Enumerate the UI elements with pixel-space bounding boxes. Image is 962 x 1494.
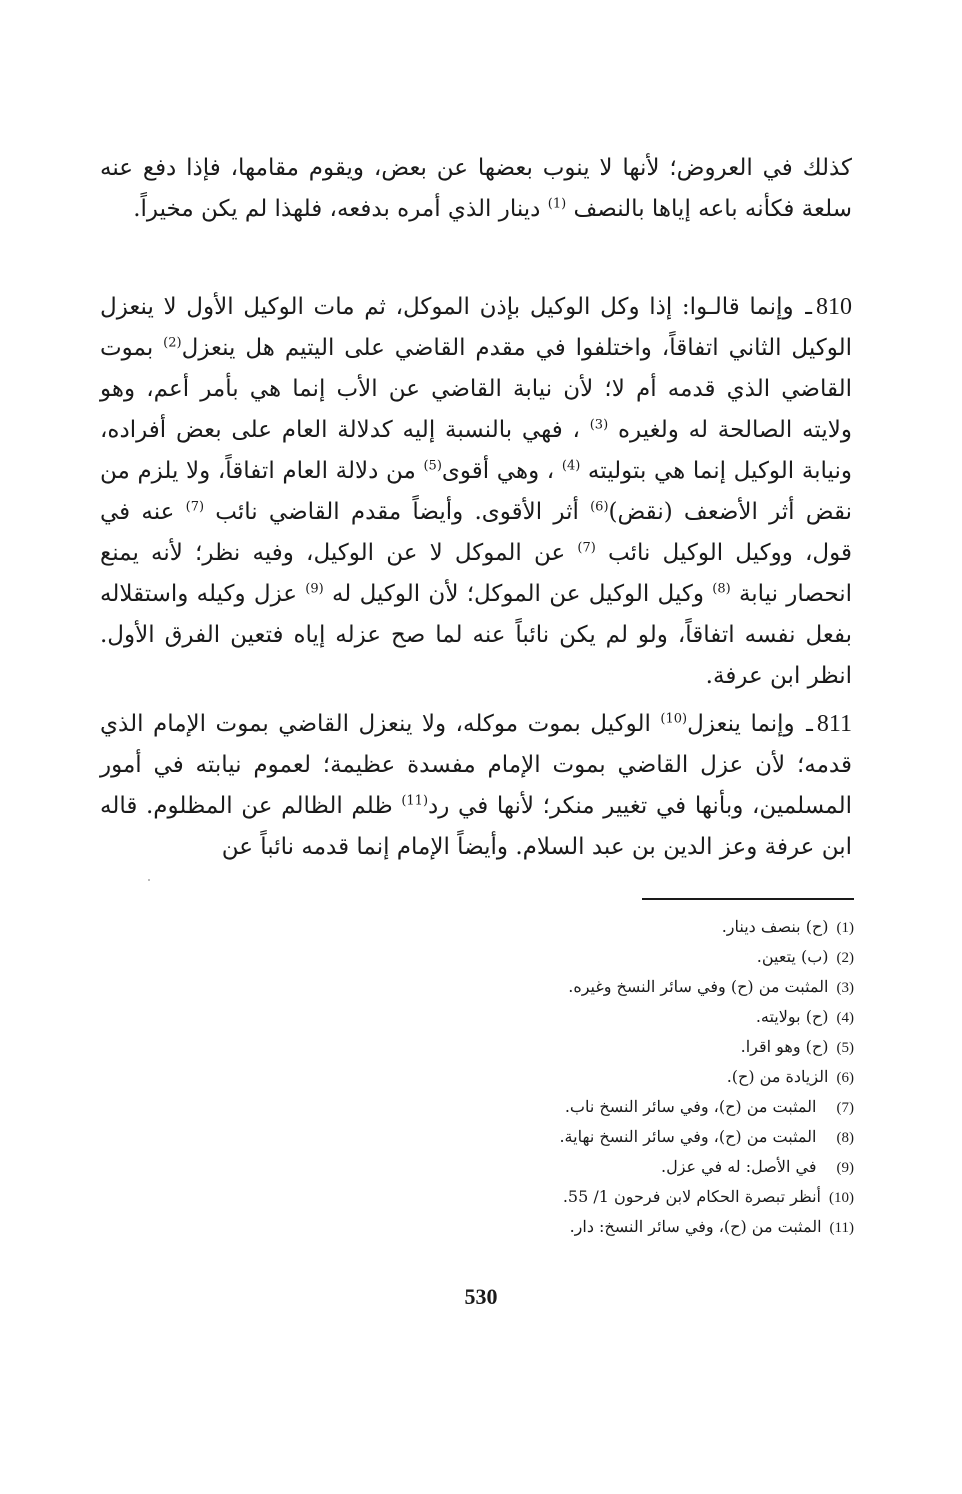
page-number: 530 bbox=[464, 1284, 498, 1309]
footnotes-list bbox=[460, 912, 854, 1242]
footnote-ref[interactable]: (10) bbox=[660, 711, 688, 727]
footnote-item bbox=[460, 1122, 854, 1152]
footnote-ref[interactable]: (7) bbox=[577, 540, 596, 556]
paragraph-text: وإنما ينعزل bbox=[687, 711, 795, 737]
footnote-number: (4) bbox=[836, 1010, 854, 1026]
footnote-item bbox=[460, 1062, 854, 1092]
footnote-ref[interactable]: (5) bbox=[423, 458, 442, 474]
footnote-item bbox=[460, 1092, 854, 1122]
entry-811 bbox=[100, 704, 852, 868]
footnote-ref[interactable]: (3) bbox=[589, 417, 609, 433]
entry-number: 810 bbox=[816, 294, 852, 320]
footnote-ref[interactable]: (9) bbox=[305, 581, 324, 597]
entry-number: 811 bbox=[816, 711, 853, 737]
footnote-text: (ح) بنصف دينار. bbox=[721, 917, 829, 936]
footnote-text: (ب) يتعين. bbox=[756, 947, 829, 966]
paragraph-text: عزل وكيله واستقلاله بفعل نفسه اتفاقاً، ولو لم يكن نائباً عنه لما صح عزله إياه فتعين الفرق الأول. انظر ابن عرفة. bbox=[100, 581, 852, 689]
footnote-number: (11) bbox=[829, 1220, 854, 1236]
footnote-number: (9) bbox=[836, 1160, 854, 1176]
footnote-text: أنظر تبصرة الحكام لابن فرحون 1/ 55. bbox=[562, 1187, 821, 1206]
footnote-number: (1) bbox=[836, 920, 854, 936]
footnote-item bbox=[460, 912, 854, 942]
footnote-item bbox=[460, 942, 854, 972]
footnote-ref[interactable]: (6) bbox=[590, 499, 609, 515]
footnote-ref[interactable]: (4) bbox=[561, 458, 581, 474]
footnote-number: (3) bbox=[836, 980, 854, 996]
footnote-item bbox=[460, 1152, 854, 1182]
footnote-number: (8) bbox=[836, 1130, 854, 1146]
footnote-ref[interactable]: (2) bbox=[163, 335, 182, 351]
paragraph-text: ظلم الظالم عن المظلوم. قاله ابن عرفة وعز الدين بن عبد السلام. وأيضاً الإمام إنما قدمه نائباً عن bbox=[100, 793, 852, 860]
paragraph-text: أثر الأقوى. وأيضاً مقدم القاضي نائب bbox=[215, 499, 579, 525]
footnote-number: (7) bbox=[836, 1100, 854, 1116]
paragraph-text: كذلك في العروض؛ لأنها لا ينوب بعضها عن بعض، ويقوم مقامها، فإذا دفع عنه سلعة فكأنه باعه إياها بالنصف bbox=[100, 155, 852, 222]
footnote-item bbox=[460, 1212, 854, 1242]
footnote-text: (ح) بولايته. bbox=[755, 1007, 829, 1026]
footnote-text: المثبت من (ح)، وفي سائر النسخ نهاية. bbox=[559, 1127, 817, 1146]
paragraph-text: الوكيل بموت موكله، ولا ينعزل القاضي بموت الإمام الذي قدمه؛ لأن عزل القاضي بموت الإمام مفسدة عظيمة؛ لعموم نيابته في أمور المسلمين، وبأنها في تغيير منكر؛ لأنها في رد bbox=[100, 711, 852, 819]
footnote-ref[interactable]: (7) bbox=[185, 499, 205, 515]
footnote-item bbox=[460, 1032, 854, 1062]
footnote-item bbox=[460, 972, 854, 1002]
paragraph-text: ، فهي بالنسبة إليه كدلالة العام على بعض أفراده، ونيابة الوكيل إنما هي بتوليته bbox=[100, 417, 853, 484]
footnote-number: (10) bbox=[829, 1190, 854, 1206]
footnote-item bbox=[460, 1182, 854, 1212]
paragraph-text: بموت القاضي الذي قدمه أم لا؛ لأن نيابة القاضي عن الأب إنما هي بأمر أعم، وهو ولايته الصالحة له ولغيره bbox=[100, 335, 852, 443]
footnote-text: المثبت من (ح)، وفي سائر النسخ ناب. bbox=[564, 1097, 817, 1116]
footnote-text: المثبت من (ح) وفي سائر النسخ وغيره. bbox=[568, 977, 829, 996]
footnote-number: (5) bbox=[836, 1040, 854, 1056]
footnote-text: في الأصل: له في عزل. bbox=[660, 1157, 817, 1176]
paragraph-text: ، وهي أقوى bbox=[441, 458, 555, 484]
entry-dash: ـ bbox=[805, 294, 812, 320]
footnote-text: المثبت من (ح)، وفي سائر النسخ: دار. bbox=[569, 1217, 822, 1236]
footnote-text: الزيادة من (ح). bbox=[726, 1067, 829, 1086]
entry-dash: ـ bbox=[806, 711, 813, 737]
footnote-item bbox=[460, 1002, 854, 1032]
footnote-number: (2) bbox=[836, 950, 854, 966]
paragraph-text: وكيل الوكيل عن الموكل؛ لأن الوكيل له bbox=[331, 581, 704, 607]
paragraph-text: دينار الذي أمره بدفعه، فلهذا لم يكن مخيراً. bbox=[133, 196, 541, 222]
footnote-separator bbox=[642, 898, 854, 900]
footnote-ref[interactable]: (8) bbox=[712, 581, 731, 597]
paragraph-text: عن الموكل لا عن الوكيل، وفيه نظر؛ لأنه يمنع انحصار نيابة bbox=[100, 540, 852, 607]
footnote-ref[interactable]: (1) bbox=[547, 196, 567, 212]
paragraph-text: من دلالة العام اتفاقاً، ولا يلزم من نقض أثر الأضعف (نقض) bbox=[100, 458, 853, 525]
entry-810 bbox=[100, 287, 852, 697]
footnote-ref[interactable]: (11) bbox=[401, 793, 429, 809]
footnote-text: (ح) وهو اقرا. bbox=[740, 1037, 829, 1056]
paragraph-continuation bbox=[100, 148, 852, 230]
paragraph-text: وإنما قالـوا: إذا وكل الوكيل بإذن الموكل، ثم مات الوكيل الأول لا ينعزل الوكيل الثاني اتفاقاً، واختلفوا في مقدم القاضي على اليتيم هل ينعزل bbox=[100, 294, 853, 361]
paragraph-text: عنه في قول، ووكيل الوكيل نائب bbox=[100, 499, 853, 566]
scan-speck bbox=[148, 879, 150, 881]
footnote-number: (6) bbox=[836, 1070, 854, 1086]
